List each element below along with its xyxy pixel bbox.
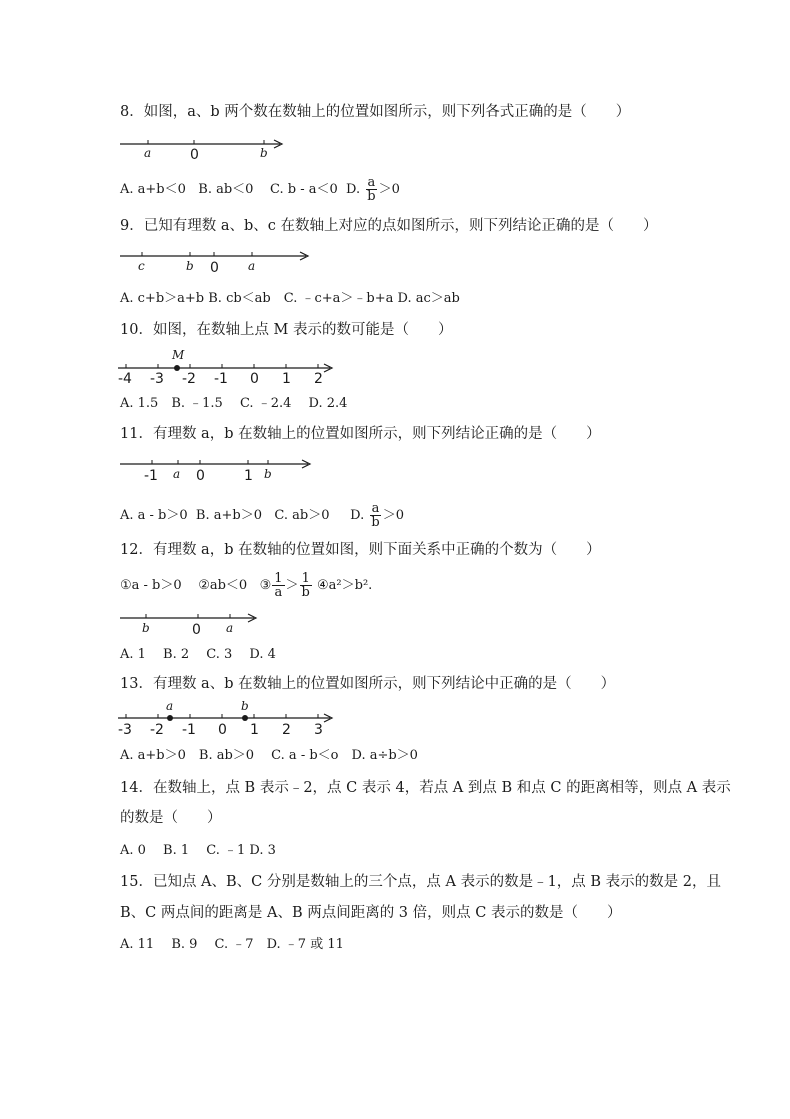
q12-frac1-numerator: 1	[274, 571, 283, 586]
q11-option-d-prefix: D.	[350, 508, 365, 523]
q12-frac1-denominator: a	[274, 585, 283, 600]
q9-label-0: 0	[210, 260, 219, 276]
question-12-options[interactable]: A. 1 B. 2 C. 3 D. 4	[120, 647, 276, 662]
q8-option-c[interactable]: C. b - a＜0	[270, 182, 338, 197]
question-11-stem: 11．有理数 a，b 在数轴上的位置如图所示，则下列结论正确的是（ ）	[120, 426, 601, 442]
q13-point-b	[242, 715, 248, 721]
question-14-options[interactable]: A. 0 B. 1 C. ﹣1 D. 3	[120, 843, 276, 858]
q12-label-0: 0	[192, 622, 201, 638]
question-10-options[interactable]: A. 1.5 B. ﹣1.5 C. ﹣2.4 D. 2.4	[120, 396, 348, 411]
q8-label-0: 0	[190, 147, 199, 163]
q11-label-1: 1	[244, 468, 253, 484]
q11-label-b: b	[264, 467, 272, 481]
q11-label-neg1: -1	[144, 468, 158, 484]
q13-tick-label: 0	[218, 722, 227, 738]
q13-tick-label: -1	[182, 722, 196, 738]
q8-label-a: a	[144, 146, 152, 160]
q12-frac2-numerator: 1	[301, 571, 310, 586]
q10-point-m	[174, 365, 180, 371]
q12-relation-2: ②ab＜0	[198, 578, 248, 593]
question-12-stem: 12．有理数 a，b 在数轴的位置如图，则下面关系中正确的个数为（ ）	[120, 542, 601, 558]
q13-label-a: a	[166, 699, 174, 713]
q12-relation-3-symbol: ＞	[285, 578, 299, 593]
q13-tick-label: 2	[282, 722, 291, 738]
q10-tick-label: -1	[214, 371, 228, 387]
question-8-stem: 8．如图，a、b 两个数在数轴上的位置如图所示，则下列各式正确的是（ ）	[120, 104, 631, 120]
q8-option-a[interactable]: A. a+b＜0	[120, 182, 186, 197]
q12-fraction-1-over-b	[300, 572, 312, 599]
q10-tick-label: -2	[182, 371, 196, 387]
q8-option-d-fraction	[365, 176, 377, 203]
q12-relation-4: ④a²＞b².	[317, 578, 373, 593]
question-9-number-line	[120, 246, 320, 276]
q9-label-c: c	[138, 259, 145, 273]
question-13-number-line	[118, 698, 338, 740]
q10-tick-label: 2	[314, 371, 323, 387]
question-13-options[interactable]: A. a+b＞0 B. ab＞0 C. a - b＜o D. a÷b＞0	[120, 748, 418, 763]
q12-frac2-denominator: b	[301, 585, 310, 600]
q12-relation-3	[259, 571, 317, 600]
q11-option-d-suffix: ＞0	[382, 508, 404, 523]
q13-tick-label: 1	[250, 722, 259, 738]
q8-option-d[interactable]	[346, 175, 400, 204]
q12-relation-3-prefix: ③	[259, 578, 272, 593]
q11-option-d-fraction	[369, 502, 381, 529]
q8-label-b: b	[260, 146, 268, 160]
q13-tick-label: -2	[150, 722, 164, 738]
q13-tick-label: 3	[314, 722, 323, 738]
question-8-options	[120, 176, 400, 203]
q12-relation-1: ①a - b＞0	[120, 578, 182, 593]
q8-d-numerator: a	[367, 175, 376, 190]
question-12-relations	[120, 572, 372, 599]
question-15-stem-line-1: 15．已知点 A、B、C 分别是数轴上的三个点，点 A 表示的数是﹣1，点 B 表示的数是 2，且	[120, 874, 722, 890]
question-9-options[interactable]: A. c+b＞a+b B. cb＜ab C. ﹣c+a＞﹣b+a D. ac＞ab	[120, 291, 460, 306]
q13-point-a	[167, 715, 173, 721]
q11-option-a[interactable]: A. a - b＞0	[120, 508, 188, 523]
question-15-stem-line-2: B、C 两点间的距离是 A、B 两点间距离的 3 倍，则点 C 表示的数是（ ）	[120, 905, 622, 921]
question-11-options	[120, 502, 404, 529]
question-10-stem: 10．如图，在数轴上点 M 表示的数可能是（ ）	[120, 322, 453, 338]
q11-label-a: a	[173, 467, 181, 481]
q12-label-a: a	[226, 621, 234, 635]
q10-tick-label: -4	[118, 371, 132, 387]
q10-tick-label: -3	[150, 371, 164, 387]
q8-option-b[interactable]: B. ab＜0	[198, 182, 254, 197]
q9-label-a: a	[248, 259, 256, 273]
q11-option-b[interactable]: B. a+b＞0	[195, 508, 262, 523]
q11-option-c[interactable]: C. ab＞0	[274, 508, 330, 523]
q11-label-0: 0	[196, 468, 205, 484]
question-8-number-line	[120, 132, 300, 162]
q12-fraction-1-over-a	[272, 572, 284, 599]
q9-label-b: b	[186, 259, 194, 273]
question-14-stem-line-1: 14．在数轴上，点 B 表示﹣2，点 C 表示 4，若点 A 到点 B 和点 C 的距离相等，则点 A 表示	[120, 780, 731, 796]
question-11-number-line	[120, 454, 320, 486]
question-15-options[interactable]: A. 11 B. 9 C. ﹣7 D. ﹣7 或 11	[120, 937, 344, 952]
question-12-number-line	[120, 608, 270, 638]
q11-d-denominator: b	[371, 515, 380, 530]
question-14-stem-line-2: 的数是（ ）	[120, 810, 222, 826]
q11-option-d[interactable]	[350, 501, 404, 530]
q10-tick-label: 0	[250, 371, 259, 387]
q8-d-denominator: b	[367, 189, 376, 204]
q11-d-numerator: a	[371, 501, 380, 516]
q13-label-b: b	[241, 699, 249, 713]
q10-label-m: M	[172, 348, 185, 362]
question-13-stem: 13．有理数 a、b 在数轴上的位置如图所示，则下列结论中正确的是（ ）	[120, 676, 616, 692]
q12-label-b: b	[142, 621, 150, 635]
question-9-stem: 9．已知有理数 a、b、c 在数轴上对应的点如图所示，则下列结论正确的是（ ）	[120, 218, 658, 234]
question-10-number-line	[118, 346, 338, 386]
q8-option-d-suffix: ＞0	[378, 182, 400, 197]
q13-tick-label: -3	[118, 722, 132, 738]
q8-option-d-prefix: D.	[346, 182, 361, 197]
q10-tick-label: 1	[282, 371, 291, 387]
